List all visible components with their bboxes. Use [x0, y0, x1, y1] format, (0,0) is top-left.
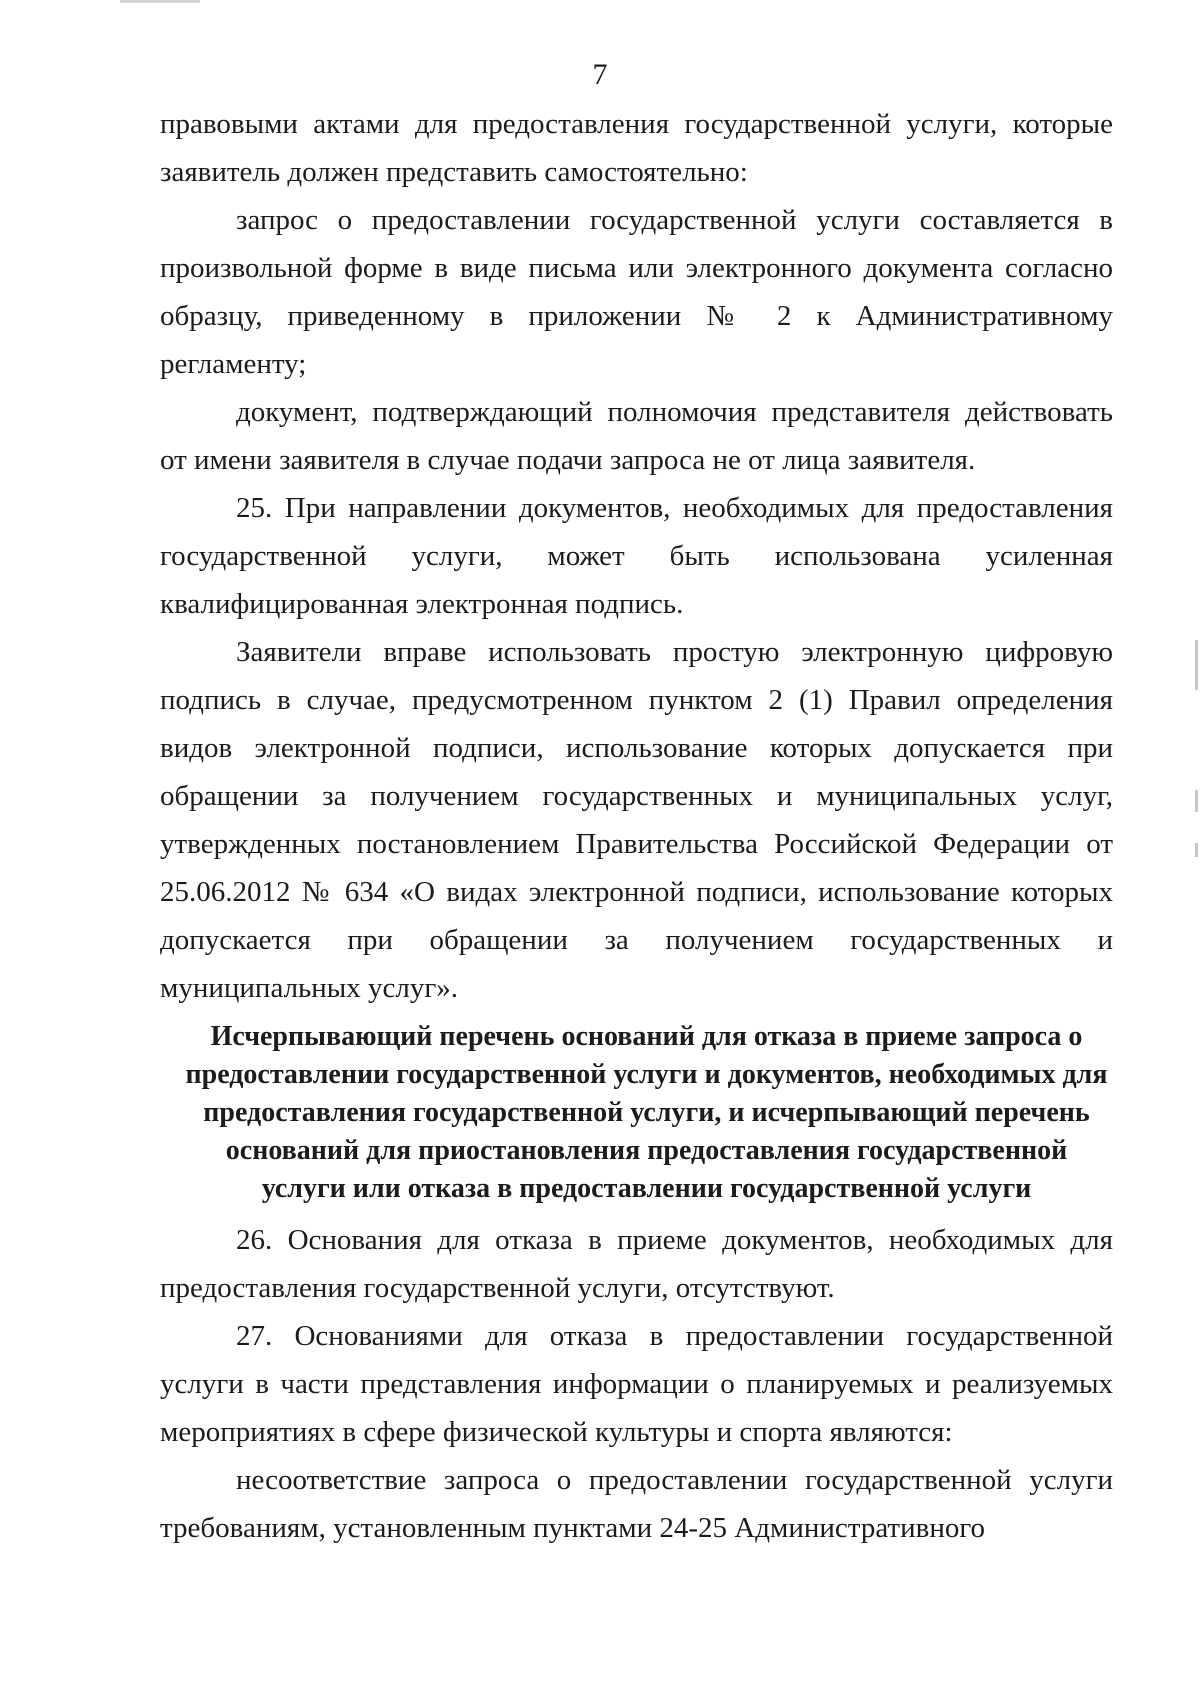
paragraph: документ, подтверждающий полномочия представителя действовать от имени заявителя в случае подачи запроса не от лица заявителя.: [160, 396, 1113, 476]
body-text-bottom: [160, 1216, 1113, 1552]
paragraph: 26. Основания для отказа в приеме документов, необходимых для предоставления государственной услуги, отсутствуют.: [160, 1224, 1113, 1304]
heading-line: предоставлении государственной услуги и документов, необходимых для: [185, 1059, 1108, 1090]
paragraph: Заявители вправе использовать простую электронную цифровую подпись в случае, предусмотренном пунктом 2 (1) Правил определения видов электронной подписи, использование которых допускается при обращении за получением государственных и муниципальных услуг, утвержденных постановлением Правительства Российской Федерации от 25.06.2012 № 634 «О видах электронной подписи, использование которых допускается при обращении за получением государственных и муниципальных услуг».: [160, 636, 1113, 1004]
body-text-top: [160, 100, 1113, 1012]
scan-artifact-margin: [1195, 640, 1198, 690]
paragraph: 27. Основаниями для отказа в предоставлении государственной услуги в части представления информации о планируемых и реализуемых мероприятиях в сфере физической культуры и спорта являются:: [160, 1320, 1113, 1448]
scan-artifact-margin: [1195, 790, 1198, 812]
scan-artifact-top: [120, 0, 200, 3]
heading-line: предоставления государственной услуги, и исчерпывающий перечень: [203, 1097, 1090, 1128]
page-number: 7: [592, 58, 608, 91]
paragraph: несоответствие запроса о предоставлении государственной услуги требованиям, установленным пунктами 24-25 Административного: [160, 1464, 1113, 1544]
section-heading: [170, 1018, 1123, 1208]
heading-line: Исчерпывающий перечень оснований для отказа в приеме запроса о: [210, 1021, 1083, 1052]
paragraph: правовыми актами для предоставления государственной услуги, которые заявитель должен представить самостоятельно:: [160, 108, 1113, 188]
heading-line: оснований для приостановления предоставления государственной: [225, 1135, 1068, 1166]
heading-line: услуги или отказа в предоставлении государственной услуги: [261, 1173, 1032, 1204]
paragraph: запрос о предоставлении государственной услуги составляется в произвольной форме в виде письма или электронного документа согласно образцу, приведенному в приложении № 2 к Административному регламенту;: [160, 204, 1113, 380]
paragraph: 25. При направлении документов, необходимых для предоставления государственной услуги, может быть использована усиленная квалифицированная электронная подпись.: [160, 492, 1113, 620]
scan-artifact-margin: [1195, 843, 1198, 857]
